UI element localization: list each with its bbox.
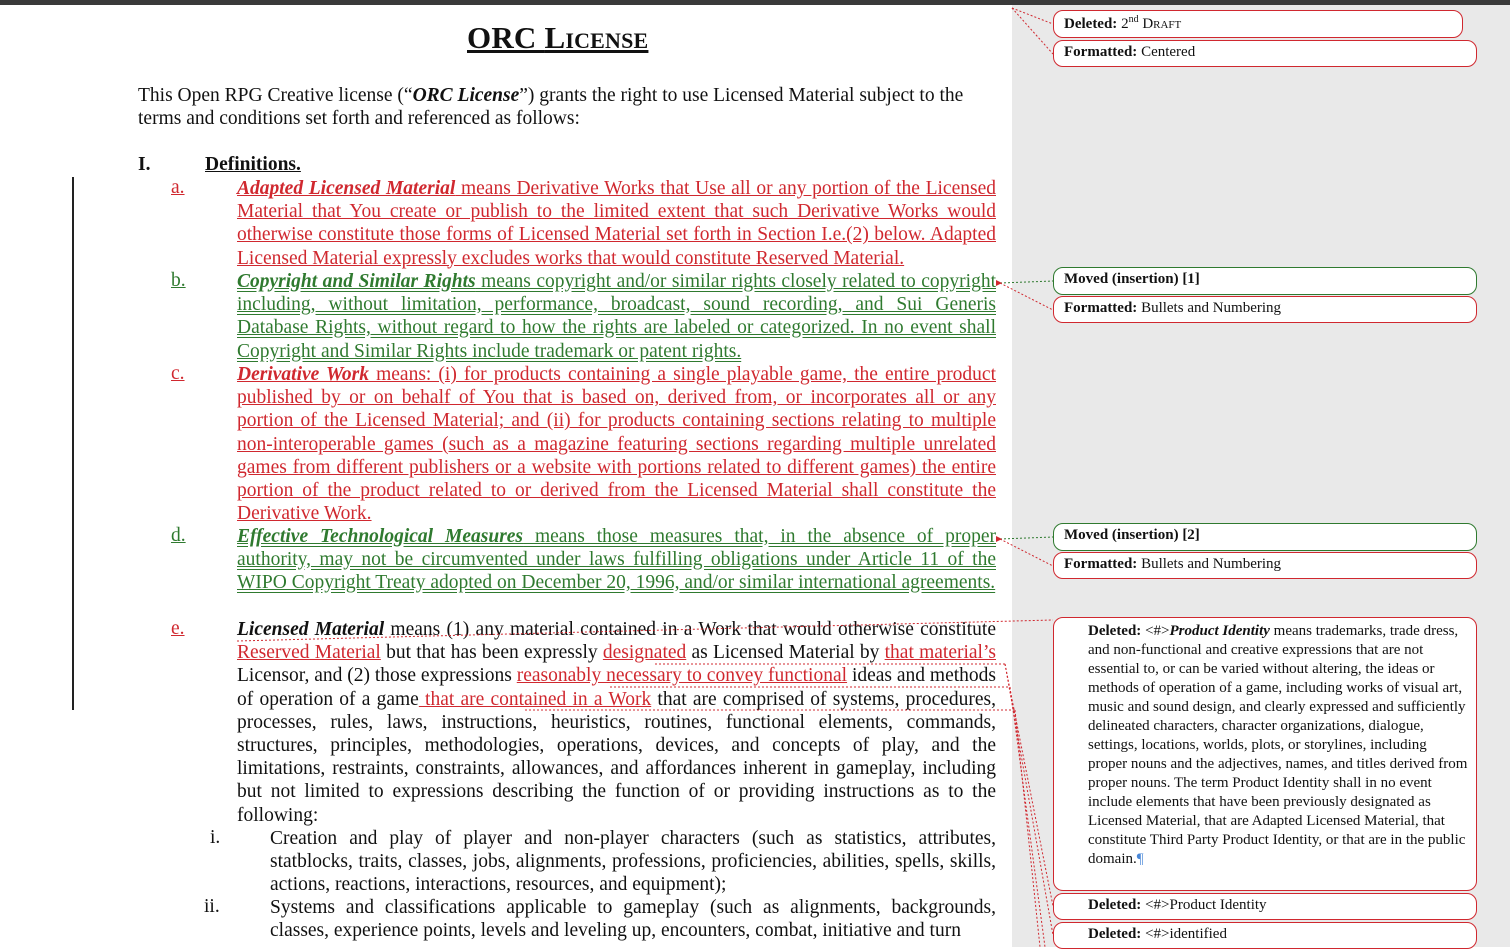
definition-copyright-similar-rights[interactable]: Copyright and Similar Rights means copyright and/or similar rights closely related to copyright including, without limitation, performance, broadcast, sound recording, and Sui Generis Database Rights, without regard to how the rights are labeled or categorized. In no event shall Copyright and Similar Rights include trademark or patent rights. — [237, 271, 997, 362]
definition-adapted-licensed-material[interactable]: Adapted Licensed Material means Derivative Works that Use all or any portion of the Licensed Material that You create or publish to the limited extent that such Derivative Works would otherwise constitute those forms of Licensed Material set forth in Section I.e.(2) below. Adapted Licensed Material expressly excludes works that would constitute Reserved Material. — [237, 178, 996, 269]
subitem-label: i. — [210, 827, 221, 848]
comment-balloon-formatted-bullets-1[interactable]: Formatted: Bullets and Numbering — [1053, 296, 1477, 323]
definition-derivative-work[interactable]: Derivative Work means: (i) for products containing a single playable game, the entire product published by or on behalf of You that is based on, derived from, or incorporates all or any portion of the Licensed Material; and (ii) for products containing sections relating to multiple non-interoperable games (such as a magazine featuring sections regarding multiple unrelated games from different publishers or a website with portions related to different games) the entire portion of the product related to or derived from the Licensed Material shall constitute the Derivative Work. — [237, 364, 997, 525]
pilcrow-icon: ¶ — [1136, 851, 1144, 867]
intro-paragraph: This Open RPG Creative license (“ORC License”) grants the right to use Licensed Material subject to the terms and conditions set forth and referenced as follows: — [138, 85, 964, 129]
comment-balloon-moved-insertion-1[interactable]: Moved (insertion) [1] — [1053, 267, 1477, 295]
section-number: I. — [138, 154, 151, 175]
comment-balloon-deleted-product-identity-definition[interactable]: Deleted: <#>Product Identity means trademarks, trade dress, and non-functional and creative expressions that are not essential to, or can be varied without altering, the ideas or methods of operation of a game, including works of visual art, music and sound design, and clearly expressed and sufficiently delineated characters, character organizations, dialogue, settings, locations, worlds, plots, or storylines, including proper nouns and the adjectives, names, and titles derived from proper nouns. The term Product Identity shall in no event include elements that have been previously designated as Licensed Material, that are Adapted Licensed Material, that constitute Third Party Product Identity, or that are in the public domain.¶ — [1053, 617, 1477, 891]
subitem-text[interactable]: Creation and play of player and non-player characters (such as statistics, attributes, statblocks, traits, classes, jobs, alignments, professions, proficiencies, abilities, spells, skills, actions, reactions, interactions, resources, and equipment); — [270, 828, 996, 896]
subitem-text[interactable]: Systems and classifications applicable to gameplay (such as alignments, backgrounds, classes, experience points, levels and leveling up, encounters, combat, initiative and turn — [270, 897, 996, 942]
subitem-label: ii. — [204, 896, 220, 917]
definition-effective-technological-measures[interactable]: Effective Technological Measures means those measures that, in the absence of proper authority, may not be circumvented under laws fulfilling obligations under Article 11 of the WIPO Copyright Treaty adopted on December 20, 1996, and/or similar international agreements. — [237, 526, 997, 594]
comment-balloon-formatted-centered[interactable]: Formatted: Centered — [1053, 40, 1477, 67]
item-label-a: a. — [171, 177, 185, 198]
item-label-e: e. — [171, 618, 185, 639]
comment-balloon-moved-insertion-2[interactable]: Moved (insertion) [2] — [1053, 523, 1477, 551]
item-label-b: b. — [171, 270, 186, 291]
item-label-c: c. — [171, 363, 185, 384]
section-title: Definitions. — [205, 154, 301, 175]
comment-balloon-formatted-bullets-2[interactable]: Formatted: Bullets and Numbering — [1053, 552, 1477, 579]
item-label-d: d. — [171, 525, 186, 546]
comment-balloon-deleted-draft[interactable]: Deleted: 2nd Draft — [1053, 10, 1463, 38]
comment-balloon-deleted-identified[interactable]: Deleted: <#>identified — [1053, 922, 1477, 949]
page-title: ORC License — [467, 20, 649, 55]
definition-licensed-material[interactable]: Licensed Material means (1) any material contained in a Work that would otherwise constitute Reserved Material but that has been expressly designated as Licensed Material by that material’s Licensor, and (2) those expressions reasonably necessary to convey functional ideas and methods of operation of a game that are contained in a Work that are comprised of systems, procedures, processes, rules, laws, instructions, heuristics, routines, functional elements, commands, structures, principles, methodologies, operations, devices, and concepts of play, and the limitations, restraints, constraints, allowances, and affordances inherent in gameplay, including but not limited to expressions describing the function of or providing instructions as to the following: — [237, 619, 996, 826]
comment-balloon-deleted-product-identity[interactable]: Deleted: <#>Product Identity — [1053, 893, 1477, 920]
